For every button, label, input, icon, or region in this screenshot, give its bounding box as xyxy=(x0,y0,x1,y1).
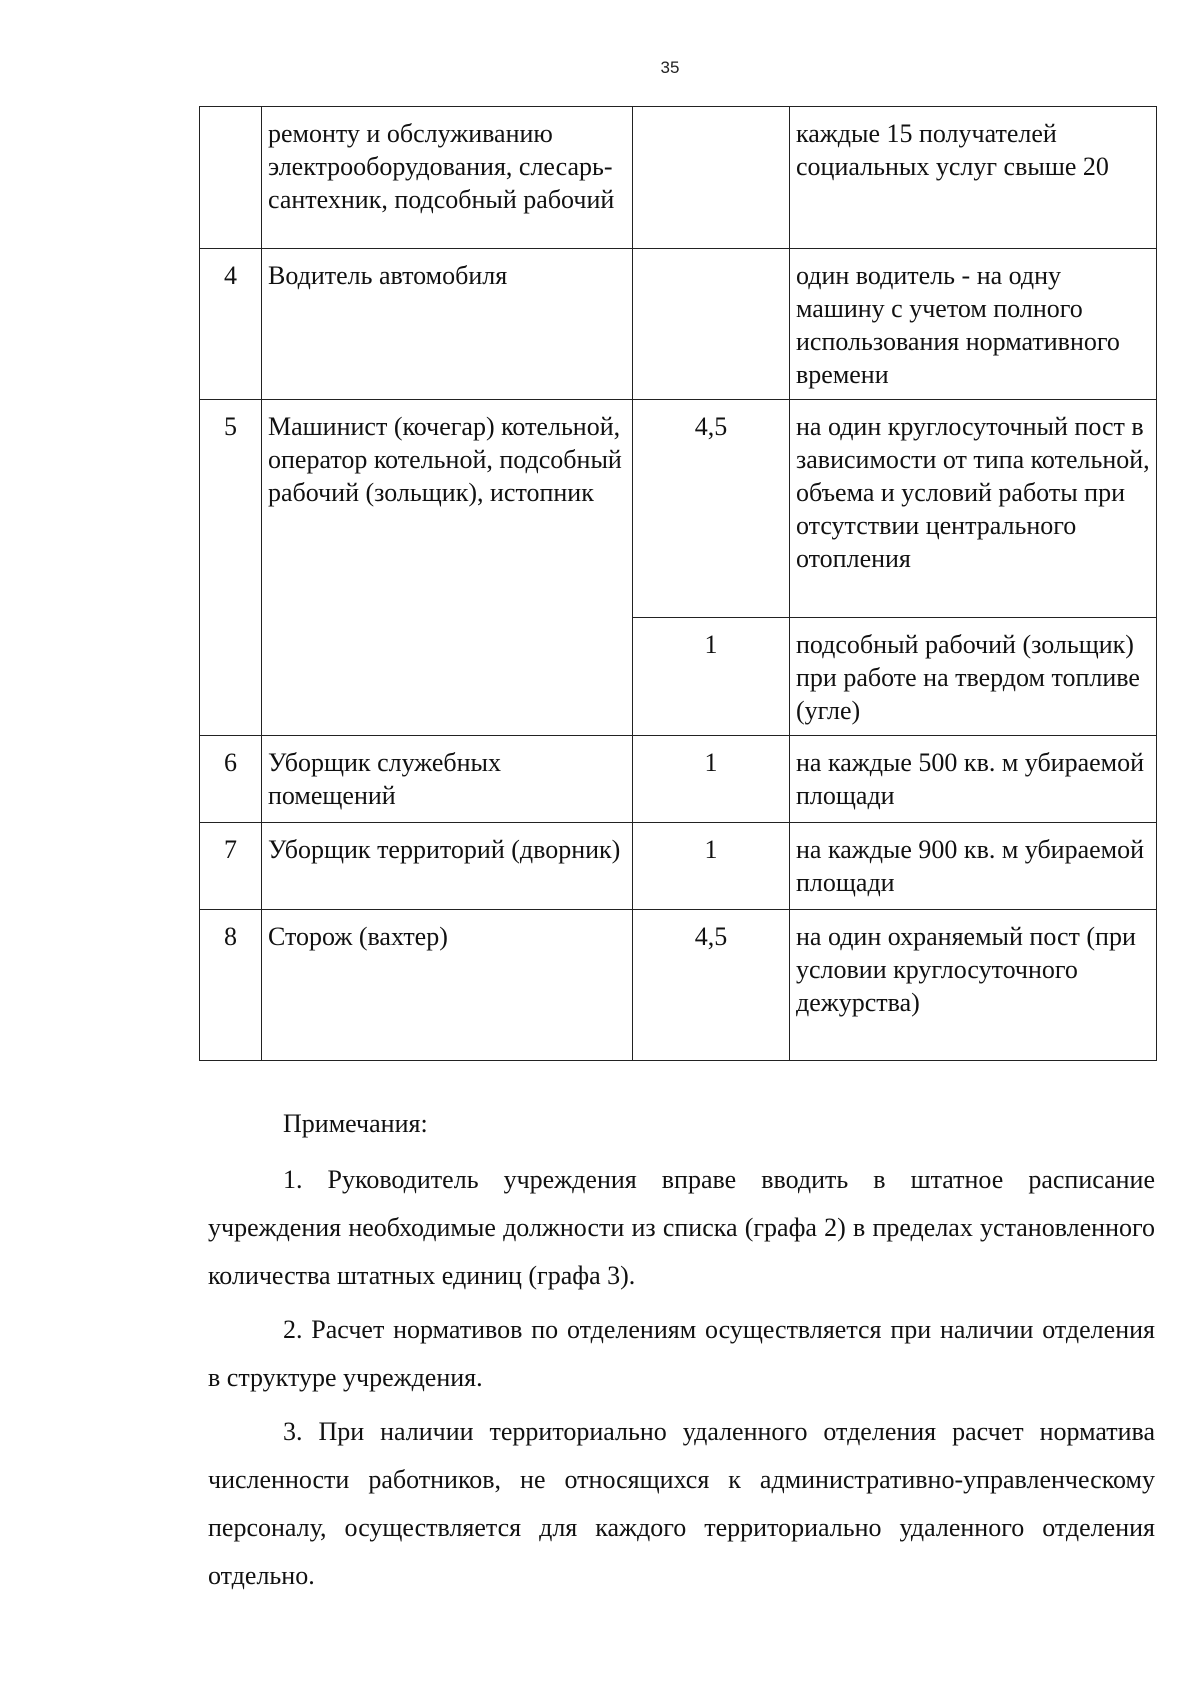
page-number: 35 xyxy=(660,58,680,77)
note-item: 3. При наличии территориально удаленного отделения расчет норматива численности работников, не относящихся к административно-управленческому персоналу, осуществляется для каждого территориально удаленного отделения отдельно. xyxy=(208,1417,1155,1590)
table-row xyxy=(200,249,1157,400)
note-item: 2. Расчет нормативов по отделениям осуществляется при наличии отделения в структуре учреждения. xyxy=(208,1315,1155,1392)
position-name: Уборщик территорий (дворник) xyxy=(262,823,633,910)
note-item: 1. Руководитель учреждения вправе вводить в штатное расписание учреждения необходимые должности из списка (графа 2) в пределах установленного количества штатных единиц (графа 3). xyxy=(208,1165,1155,1290)
norm-description: на каждые 900 кв. м убираемой площади xyxy=(790,823,1157,910)
row-number: 8 xyxy=(200,910,262,1061)
staff-units: 4,5 xyxy=(633,400,790,618)
norm-description: каждые 15 получателей социальных услуг свыше 20 xyxy=(790,107,1157,249)
norm-description: на каждые 500 кв. м убираемой площади xyxy=(790,736,1157,823)
row-number xyxy=(200,107,262,249)
norm-description: подсобный рабочий (зольщик) при работе на твердом топливе (угле) xyxy=(790,618,1157,736)
position-name: Водитель автомобиля xyxy=(262,249,633,400)
table-row xyxy=(200,736,1157,823)
norm-description: на один круглосуточный пост в зависимости от типа котельной, объема и условий работы при отсутствии центрального отопления xyxy=(790,400,1157,618)
row-number: 5 xyxy=(200,400,262,736)
staff-units xyxy=(633,249,790,400)
norm-description: на один охраняемый пост (при условии круглосуточного дежурства) xyxy=(790,910,1157,1061)
row-number: 7 xyxy=(200,823,262,910)
table-row xyxy=(200,107,1157,249)
notes-title: Примечания: xyxy=(283,1109,428,1138)
position-name: Сторож (вахтер) xyxy=(262,910,633,1061)
notes-section xyxy=(208,1104,1155,1606)
row-number: 4 xyxy=(200,249,262,400)
position-name: Уборщик служебных помещений xyxy=(262,736,633,823)
staffing-norms-table xyxy=(199,106,1157,1061)
norm-description: один водитель - на одну машину с учетом полного использования нормативного времени xyxy=(790,249,1157,400)
position-name: ремонту и обслуживанию электрооборудования, слесарь-сантехник, подсобный рабочий xyxy=(262,107,633,249)
table-row xyxy=(200,400,1157,618)
row-number: 6 xyxy=(200,736,262,823)
staff-units: 4,5 xyxy=(633,910,790,1061)
staff-units: 1 xyxy=(633,823,790,910)
staff-units: 1 xyxy=(633,736,790,823)
staff-units: 1 xyxy=(633,618,790,736)
table-row xyxy=(200,823,1157,910)
table-row xyxy=(200,910,1157,1061)
staff-units xyxy=(633,107,790,249)
position-name: Машинист (кочегар) котельной, оператор котельной, подсобный рабочий (зольщик), истопник xyxy=(262,400,633,736)
